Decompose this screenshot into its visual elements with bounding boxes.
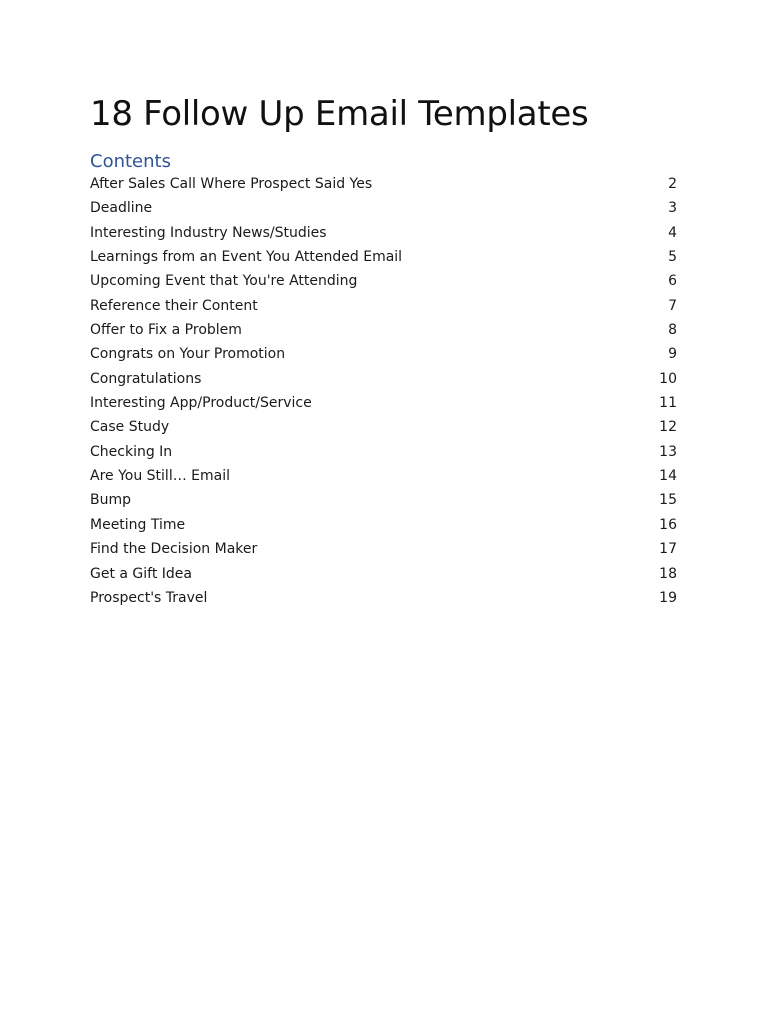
toc-entry-title: Find the Decision Maker: [90, 541, 258, 558]
toc-entry-page-number: 6: [668, 273, 677, 290]
toc-entry[interactable]: [90, 488, 677, 512]
toc-entry-title: Offer to Fix a Problem: [90, 322, 242, 339]
toc-entry-page-number: 3: [668, 200, 677, 217]
toc-entry-title: Checking In: [90, 443, 173, 460]
document-title: 18 Follow Up Email Templates: [90, 94, 589, 134]
toc-entry-title: Reference their Content: [90, 297, 258, 314]
toc-entry-page-number: 10: [659, 370, 677, 387]
toc-entry-title: Case Study: [90, 419, 170, 436]
toc-entry-page-number: 18: [659, 565, 677, 582]
toc-entry[interactable]: [90, 391, 677, 415]
toc-entry-title: Learnings from an Event You Attended Email: [90, 249, 403, 266]
toc-entry-page-number: 13: [659, 443, 677, 460]
contents-heading: Contents: [90, 151, 171, 172]
toc-entry-page-number: 16: [659, 516, 677, 533]
toc-entry-title: Meeting Time: [90, 516, 186, 533]
toc-entry[interactable]: [90, 245, 677, 269]
toc-entry[interactable]: [90, 196, 677, 220]
toc-entry-title: Get a Gift Idea: [90, 565, 192, 582]
toc-entry[interactable]: [90, 269, 677, 293]
toc-entry[interactable]: [90, 172, 677, 196]
toc-entry[interactable]: [90, 318, 677, 342]
toc-entry[interactable]: [90, 586, 677, 610]
toc-entry-title: Interesting App/Product/Service: [90, 395, 312, 412]
toc-entry-title: Are You Still… Email: [90, 468, 231, 485]
toc-entry-page-number: 17: [659, 541, 677, 558]
toc-entry-title: Congratulations: [90, 370, 202, 387]
toc-entry-page-number: 15: [659, 492, 677, 509]
toc-entry[interactable]: [90, 562, 677, 586]
toc-entry[interactable]: [90, 464, 677, 488]
toc-entry-title: Congrats on Your Promotion: [90, 346, 286, 363]
toc-entry[interactable]: [90, 367, 677, 391]
toc-entry[interactable]: [90, 221, 677, 245]
toc-entry-page-number: 9: [668, 346, 677, 363]
toc-entry[interactable]: [90, 415, 677, 439]
toc-entry-page-number: 8: [668, 322, 677, 339]
toc-entry-page-number: 2: [668, 176, 677, 192]
toc-entry-page-number: 14: [659, 468, 677, 485]
toc-entry-title: Deadline: [90, 200, 153, 217]
toc-entry-title: Interesting Industry News/Studies: [90, 224, 327, 241]
toc-entry-page-number: 4: [668, 224, 677, 241]
toc-entry[interactable]: [90, 440, 677, 464]
toc-entry-title: After Sales Call Where Prospect Said Yes: [90, 176, 373, 192]
toc-entry-page-number: 11: [659, 395, 677, 412]
toc-entry[interactable]: [90, 342, 677, 366]
toc-entry-page-number: 19: [659, 589, 677, 606]
toc-entry-page-number: 5: [668, 249, 677, 266]
toc-entry-title: Bump: [90, 492, 132, 509]
table-of-contents: [90, 172, 677, 610]
toc-entry[interactable]: [90, 513, 677, 537]
toc-entry[interactable]: [90, 537, 677, 561]
toc-entry-title: Upcoming Event that You're Attending: [90, 273, 358, 290]
toc-entry[interactable]: [90, 294, 677, 318]
toc-entry-page-number: 12: [659, 419, 677, 436]
toc-entry-page-number: 7: [668, 297, 677, 314]
toc-entry-title: Prospect's Travel: [90, 589, 208, 606]
